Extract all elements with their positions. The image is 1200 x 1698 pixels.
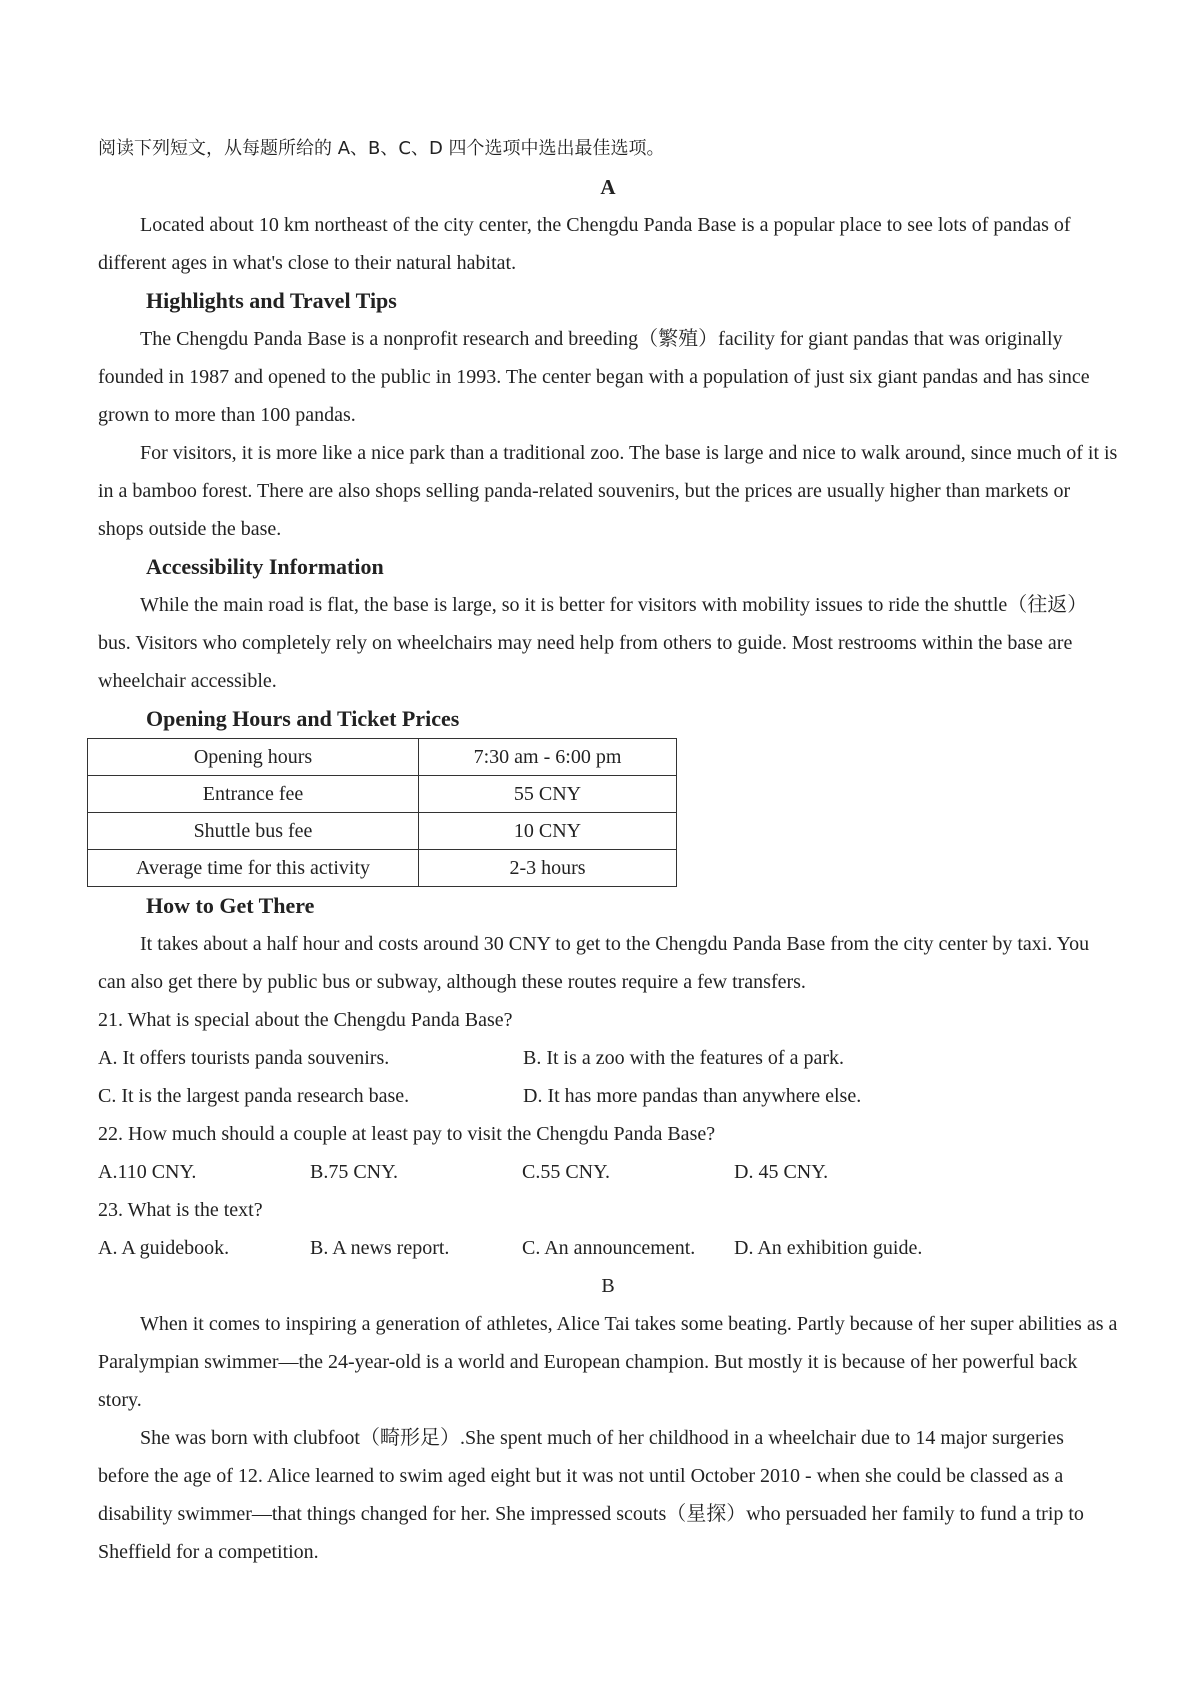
option-b[interactable]: B.75 CNY. xyxy=(310,1161,398,1183)
question-21-options-row1 xyxy=(98,1039,1118,1077)
get-there-heading: How to Get There xyxy=(146,893,315,918)
table-row xyxy=(88,776,677,813)
table-cell: Entrance fee xyxy=(88,776,419,813)
section-b-label: B xyxy=(601,1275,615,1297)
question-22: 22. How much should a couple at least pay to visit the Chengdu Panda Base? xyxy=(98,1123,716,1145)
table-row xyxy=(88,739,677,776)
option-d[interactable]: D. It has more pandas than anywhere else. xyxy=(523,1085,862,1107)
option-b[interactable]: B. It is a zoo with the features of a park. xyxy=(523,1047,845,1069)
option-c[interactable]: C.55 CNY. xyxy=(522,1161,610,1183)
exam-page xyxy=(98,130,1118,1571)
option-c[interactable]: C. An announcement. xyxy=(522,1237,696,1259)
table-cell: 2-3 hours xyxy=(419,850,677,887)
accessibility-heading: Accessibility Information xyxy=(146,554,384,579)
option-a[interactable]: A. It offers tourists panda souvenirs. xyxy=(98,1047,390,1069)
question-23-options xyxy=(98,1229,1118,1267)
accessibility-paragraph: While the main road is flat, the base is large, so it is better for visitors with mobility issues to ride the shuttle（往返）bus. Visitors who completely rely on wheelchairs may need help from others to guide. Most restrooms within the base are wheelchair accessible. xyxy=(98,594,1088,692)
table-cell: 7:30 am - 6:00 pm xyxy=(419,739,677,776)
table-cell: Opening hours xyxy=(88,739,419,776)
hours-heading: Opening Hours and Ticket Prices xyxy=(146,706,460,731)
question-21-options-row2 xyxy=(98,1077,1118,1115)
instruction-text: 阅读下列短文，从每题所给的 A、B、C、D 四个选项中选出最佳选项。 xyxy=(98,138,665,159)
option-d[interactable]: D. 45 CNY. xyxy=(734,1161,829,1183)
highlights-heading: Highlights and Travel Tips xyxy=(146,288,397,313)
ticket-table xyxy=(87,738,677,887)
option-b[interactable]: B. A news report. xyxy=(310,1237,450,1259)
highlights-paragraph-2: For visitors, it is more like a nice park than a traditional zoo. The base is large and nice to walk around, since much of it is in a bamboo forest. There are also shops selling panda-related souvenirs, but the prices are usually higher than markets or shops outside the base. xyxy=(98,442,1118,540)
question-23: 23. What is the text? xyxy=(98,1199,263,1221)
table-row xyxy=(88,813,677,850)
table-cell: Shuttle bus fee xyxy=(88,813,419,850)
section-b-paragraph-2: She was born with clubfoot（畸形足）.She spent much of her childhood in a wheelchair due to 14 major surgeries before the age of 12. Alice learned to swim aged eight but it was not until October 2010 - when she could be classed as a disability swimmer—that things changed for her. She impressed scouts（星探）who persuaded her family to fund a trip to Sheffield for a competition. xyxy=(98,1427,1084,1563)
table-cell: Average time for this activity xyxy=(88,850,419,887)
section-b-paragraph-1: When it comes to inspiring a generation of athletes, Alice Tai takes some beating. Partly because of her super abilities as a Paralympian swimmer—the 24-year-old is a world and European champion. But mostly it is because of her powerful back story. xyxy=(98,1313,1118,1411)
table-row xyxy=(88,850,677,887)
get-there-paragraph: It takes about a half hour and costs around 30 CNY to get to the Chengdu Panda Base from the city center by taxi. You can also get there by public bus or subway, although these routes require a few transfers. xyxy=(98,933,1090,993)
option-d[interactable]: D. An exhibition guide. xyxy=(734,1237,923,1259)
section-a-label: A xyxy=(600,175,616,199)
table-cell: 10 CNY xyxy=(419,813,677,850)
highlights-paragraph-1: The Chengdu Panda Base is a nonprofit research and breeding（繁殖）facility for giant pandas that was originally founded in 1987 and opened to the public in 1993. The center began with a population of just six giant pandas and has since grown to more than 100 pandas. xyxy=(98,328,1090,426)
question-21: 21. What is special about the Chengdu Panda Base? xyxy=(98,1009,513,1031)
option-a[interactable]: A. A guidebook. xyxy=(98,1237,230,1259)
option-a[interactable]: A.110 CNY. xyxy=(98,1161,197,1183)
table-cell: 55 CNY xyxy=(419,776,677,813)
question-22-options xyxy=(98,1153,1118,1191)
intro-paragraph: Located about 10 km northeast of the city center, the Chengdu Panda Base is a popular place to see lots of pandas of different ages in what's close to their natural habitat. xyxy=(98,214,1071,274)
option-c[interactable]: C. It is the largest panda research base. xyxy=(98,1085,410,1107)
